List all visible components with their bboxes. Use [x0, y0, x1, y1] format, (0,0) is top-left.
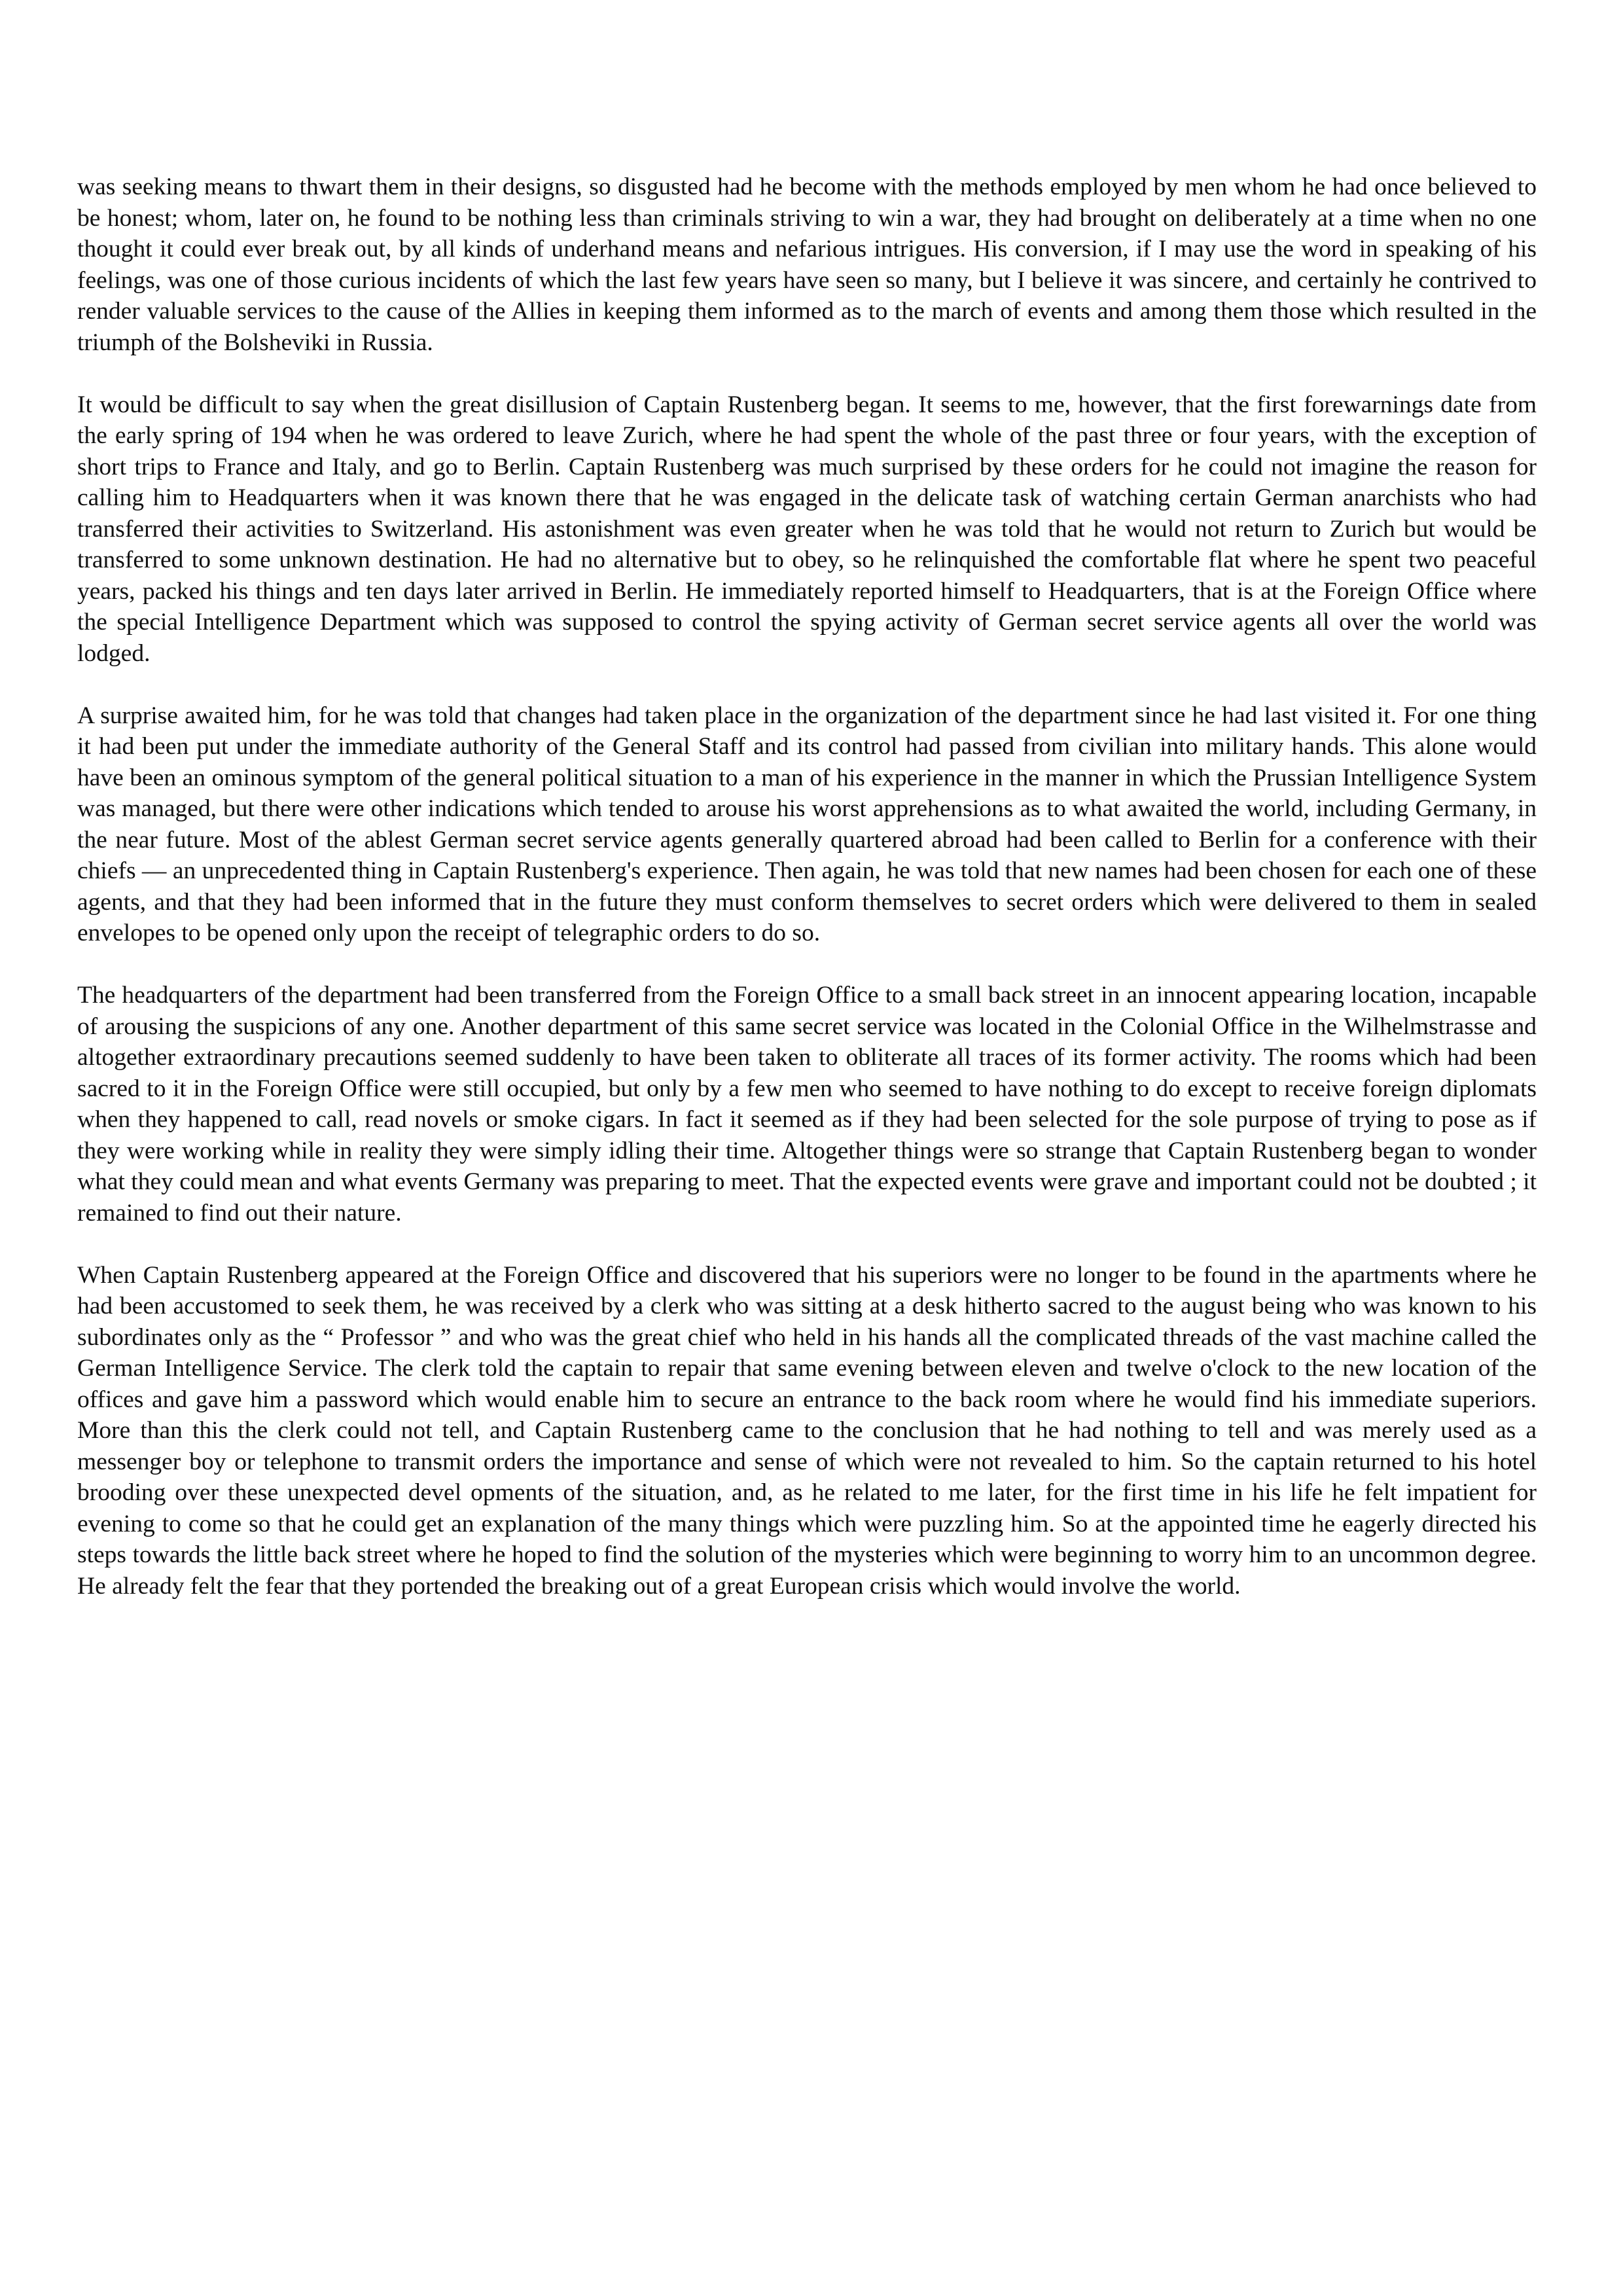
paragraph-2: It would be difficult to say when the great disillusion of Captain Rustenberg began. It seems to me, however, that the first forewarnings date from the early spring of 194 when he was ordered to leave Zurich, where he had spent the whole of the past three or four years, with the exception of short trips to France and Italy, and go to Berlin. Captain Rustenberg was much surprised by these orders for he could not imagine the reason for calling him to Headquarters when it was known there that he was engaged in the delicate task of watching certain German anarchists who had transferred their activities to Switzerland. His astonishment was even greater when he was told that he would not return to Zurich but would be transferred to some unknown destination. He had no alternative but to obey, so he relinquished the comfortable flat where he spent two peaceful years, packed his things and ten days later arrived in Berlin. He immediately reported himself to Headquarters, that is at the Foreign Office where the special Intelligence Department which was supposed to control the spying activity of German secret service agents all over the world was lodged. [77, 391, 1537, 667]
paragraph-3: A surprise awaited him, for he was told that changes had taken place in the organization of the department since he had last visited it. For one thing it had been put under the immediate authority of the General Staff and its control had passed from civilian into military hands. This alone would have been an ominous symptom of the general political situation to a man of his experience in the manner in which the Prussian Intelligence System was managed, but there were other indications which tended to arouse his worst apprehensions as to what awaited the world, including Germany, in the near future. Most of the ablest German secret service agents generally quartered abroad had been called to Berlin for a conference with their chiefs — an unprecedented thing in Captain Rustenberg's experience. Then again, he was told that new names had been chosen for each one of these agents, and that they had been informed that in the future they must conform themselves to secret orders which were delivered to them in sealed envelopes to be opened only upon the receipt of telegraphic orders to do so. [77, 702, 1537, 946]
paragraph-5: When Captain Rustenberg appeared at the Foreign Office and discovered that his superiors were no longer to be found in the apartments where he had been accustomed to seek them, he was received by a clerk who was sitting at a desk hitherto sacred to the august being who was known to his subordinates only as the “ Professor ” and who was the great chief who held in his hands all the complicated threads of the vast machine called the German Intelligence Service. The clerk told the captain to repair that same evening between eleven and twelve o'clock to the new location of the offices and gave him a password which would enable him to secure an entrance to the back room where he would find his immediate superiors. More than this the clerk could not tell, and Captain Rustenberg came to the conclusion that he had nothing to tell and was merely used as a messenger boy or telephone to transmit orders the importance and sense of which were not revealed to him. So the captain returned to his hotel brooding over these unexpected devel opments of the situation, and, as he related to me later, for the first time in his life he felt impatient for evening to come so that he could get an explanation of the many things which were puzzling him. So at the appointed time he eagerly directed his steps towards the little back street where he hoped to find the solution of the mysteries which were beginning to worry him to an uncommon degree. He already felt the fear that they portended the breaking out of a great European crisis which would involve the world. [77, 1261, 1537, 1600]
document-page [77, 171, 1537, 1602]
paragraph-4: The headquarters of the department had been transferred from the Foreign Office to a small back street in an innocent appearing location, incapable of arousing the suspicions of any one. Another department of this same secret service was located in the Colonial Office in the Wilhelmstrasse and altogether extraordinary precautions seemed suddenly to have been taken to obliterate all traces of its former activity. The rooms which had been sacred to it in the Foreign Office were still occupied, but only by a few men who seemed to have nothing to do except to receive foreign diplomats when they happened to call, read novels or smoke cigars. In fact it seemed as if they had been selected for the sole purpose of trying to pose as if they were working while in reality they were simply idling their time. Altogether things were so strange that Captain Rustenberg began to wonder what they could mean and what events Germany was preparing to meet. That the expected events were grave and important could not be doubted ; it remained to find out their nature. [77, 982, 1537, 1227]
paragraph-1: was seeking means to thwart them in their designs, so disgusted had he become with the methods employed by men whom he had once believed to be honest; whom, later on, he found to be nothing less than criminals striving to win a war, they had brought on deliberately at a time when no one thought it could ever break out, by all kinds of underhand means and nefarious intrigues. His conversion, if I may use the word in speaking of his feelings, was one of those curious incidents of which the last few years have seen so many, but I believe it was sincere, and certainly he contrived to render valuable services to the cause of the Allies in keeping them informed as to the march of events and among them those which resulted in the triumph of the Bolsheviki in Russia. [77, 173, 1537, 356]
